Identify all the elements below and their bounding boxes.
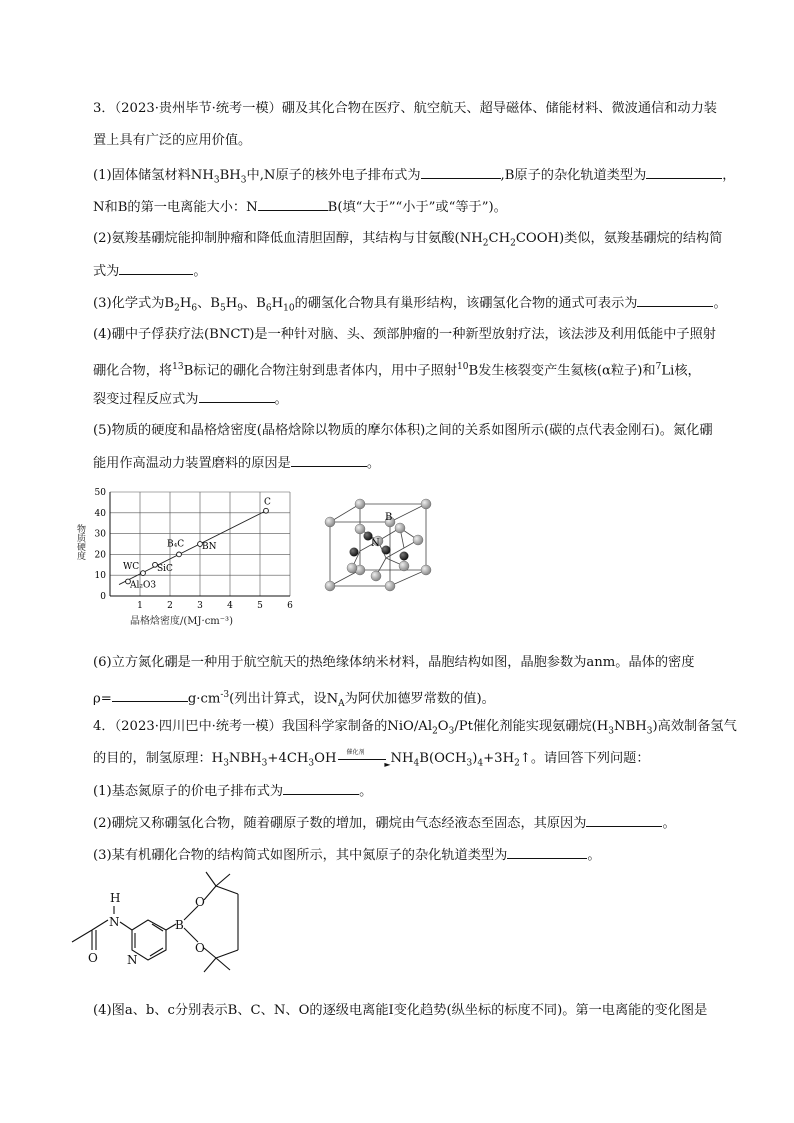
- atom-o-ring-bottom: O: [195, 941, 205, 955]
- atom-h: H: [110, 891, 121, 905]
- point-label: Al₂O3: [130, 580, 157, 591]
- q4-part1-line: (1)基态氮原子的价电子排布式为 。: [93, 784, 373, 799]
- point-label: B₄C: [167, 539, 185, 550]
- atom-o-ring-top: O: [195, 895, 205, 909]
- answer-blank[interactable]: [258, 198, 328, 211]
- x-axis-label: 晶格焓密度/(MJ·cm⁻³): [130, 616, 233, 627]
- y-tick-label: 10: [94, 571, 106, 582]
- hardness-chart: [70, 484, 310, 634]
- q4-part4-line: (4)图a、b、c分别表示B、C、N、O的逐级电离能I变化趋势(纵坐标的标度不同)。第一电离能的变化图是: [93, 1003, 708, 1018]
- crystal-cell-diagram: [318, 496, 438, 606]
- q3-part3-line: (3)化学式为$B_2H_6$、$B_5H_9$、$B_6H_{10}$的硼氢化合物具有巢形结构，该硼氢化合物的通式可表示为 。: [93, 296, 727, 314]
- x-tick-label: 4: [227, 601, 233, 611]
- atom-b: B: [175, 918, 184, 932]
- answer-blank[interactable]: [119, 262, 193, 275]
- q3-part5-line2: 能用作高温动力装置磨料的原因是 。: [93, 456, 380, 471]
- chart-points: [123, 498, 271, 591]
- answer-blank[interactable]: [112, 689, 188, 702]
- answer-blank[interactable]: [646, 166, 722, 179]
- data-point: [141, 571, 146, 576]
- x-tick-label: 2: [167, 601, 173, 611]
- answer-blank[interactable]: [291, 454, 367, 467]
- q3-part6-line2: $\rho= g\cdot cm^{-3}$(列出计算式，设$N_A$为阿伏加德罗常数的值)。: [93, 690, 495, 710]
- q3-intro-line1: 3．（2023·贵州毕节·统考一模）硼及其化合物在医疗、航空航天、超导磁体、储能材料、微波通信和动力装: [93, 101, 717, 116]
- y-tick-label: 50: [94, 488, 106, 498]
- q4-part2-line: (2)硼烷又称硼氢化合物，随着硼原子数的增加，硼烷由气态经液态至固态，其原因为 。: [93, 816, 676, 831]
- q3-part6-line1: (6)立方氮化硼是一种用于航空航天的热绝缘体纳米材料，晶胞结构如图，晶胞参数为anm。晶体的密度: [93, 655, 695, 670]
- q3-part2-line2: 式为 。: [93, 264, 207, 279]
- answer-blank[interactable]: [586, 814, 662, 827]
- q3-part5-line1: (5)物质的硬度和晶格焓密度(晶格焓除以物质的摩尔体积)之间的关系如图所示(碳的点代表金刚石)。氮化硼: [93, 423, 713, 438]
- q4-intro-line2: 的目的，制氢原理：$H_3NBH_3+4CH_3OH$ 催化剂 ► $NH_4B(OCH_3)_4+3H_2↑$。请回答下列问题：: [93, 749, 650, 769]
- q3-part1-line1: (1)固体储氢材料$NH_3BH_3$中,N原子的核外电子排布式为 ,B原子的杂化轨道类型为 ，: [93, 168, 736, 186]
- point-label: C: [264, 497, 271, 508]
- y-tick-label: 20: [94, 550, 106, 561]
- answer-blank[interactable]: [637, 294, 713, 307]
- q3-part2-line1: (2)氨羧基硼烷能抑制肿瘤和降低血清胆固醇，其结构与甘氨酸$(NH_2CH_2COOH)$类似，氨羧基硼烷的结构简: [93, 231, 723, 249]
- data-point: [177, 552, 182, 557]
- q4-intro-line1: 4．（2023·四川巴中·统考一模）我国科学家制备的NiO/$Al_2O_3/Pt$催化剂能实现氨硼烷$(H_3NBH_3)$高效制备氢气: [93, 719, 737, 737]
- atom-o-carbonyl: O: [88, 951, 98, 965]
- point-label: SiC: [157, 563, 173, 574]
- answer-blank[interactable]: [507, 846, 587, 859]
- nitrogen-label: N: [371, 538, 380, 549]
- q3-part1-line2: N和B的第一电离能大小：N B(填“大于”“小于”或“等于”)。: [93, 200, 507, 215]
- x-tick-label: 5: [257, 601, 263, 611]
- atom-n-amide: N: [109, 915, 120, 929]
- y-tick-label: 30: [94, 529, 106, 540]
- atom-n-pyridine: N: [127, 953, 138, 967]
- y-tick-label: 0: [100, 592, 106, 602]
- x-tick-label: 6: [287, 601, 293, 611]
- x-tick-label: 1: [137, 601, 143, 611]
- data-point: [264, 508, 269, 513]
- organoboron-structure: [68, 866, 288, 990]
- q3-part4-line1: (4)硼中子俘获疗法(BNCT)是一种针对脑、头、颈部肿瘤的一种新型放射疗法，该法涉及利用低能中子照射: [93, 327, 716, 342]
- point-label: WC: [123, 562, 140, 573]
- answer-blank[interactable]: [283, 782, 359, 795]
- q3-part4-line3: 裂变过程反应式为 。: [93, 392, 288, 407]
- answer-blank[interactable]: [199, 390, 275, 403]
- point-label: BN: [202, 542, 217, 552]
- reaction-arrow: 催化剂 ►: [336, 750, 390, 762]
- q3-part4-line2: 硼化合物，将$^{13}$B标记的硼化合物注射到患者体内，用中子照射$^{10}$B发生核裂变产生氦核(α粒子)和$^7$Li核，: [93, 362, 701, 379]
- answer-blank[interactable]: [421, 166, 501, 179]
- y-tick-label: 40: [94, 508, 106, 519]
- q4-part3-line: (3)某有机硼化合物的结构简式如图所示，其中氮原子的杂化轨道类型为 。: [93, 848, 601, 863]
- x-tick-label: 3: [197, 601, 203, 611]
- boron-label: B: [385, 512, 393, 523]
- q3-intro-line2: 置上具有广泛的应用价值。: [93, 133, 252, 148]
- y-axis-label: 物质硬度: [75, 524, 85, 560]
